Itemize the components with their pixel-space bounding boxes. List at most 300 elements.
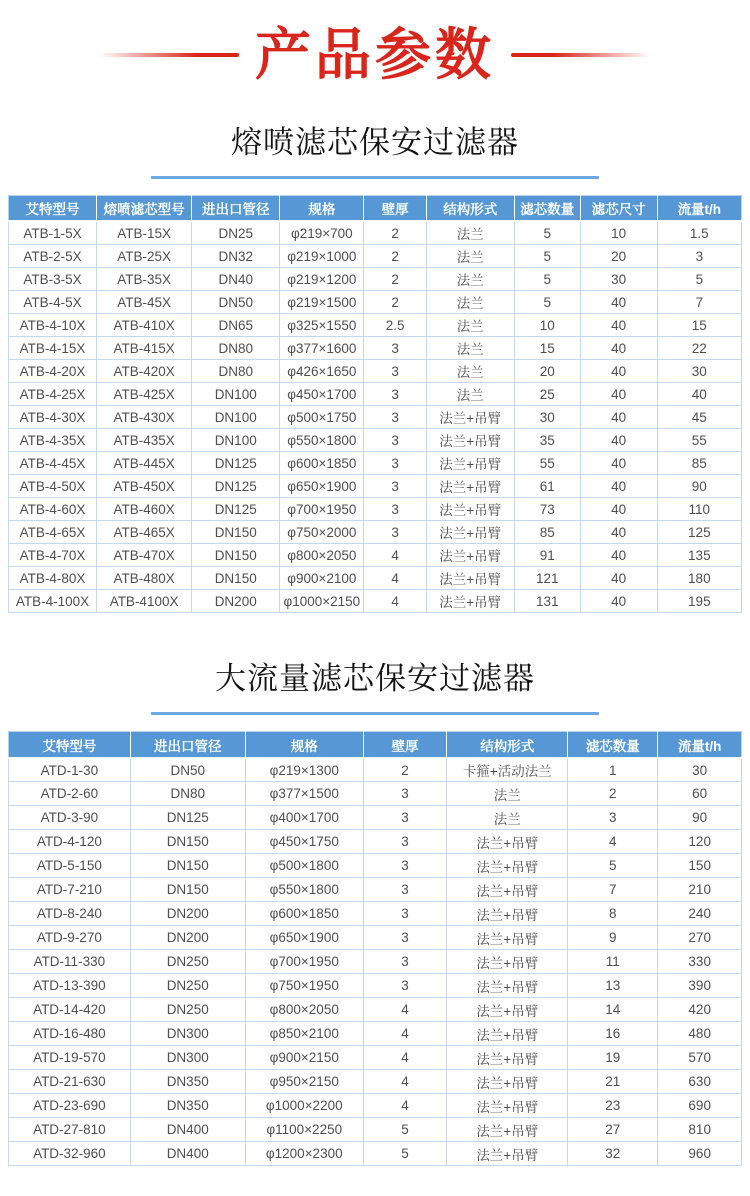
table-cell: 1.5	[657, 221, 741, 245]
table-cell: 法兰+吊臂	[447, 1094, 568, 1118]
table-cell: 121	[514, 567, 580, 590]
table-cell: DN50	[192, 291, 280, 314]
table-cell: ATD-13-390	[9, 974, 131, 998]
highflow-table-head	[9, 732, 742, 758]
table-cell: 2	[568, 782, 658, 806]
table-cell: φ750×1950	[245, 974, 363, 998]
table-cell: 3	[363, 854, 447, 878]
column-header: 规格	[280, 195, 364, 221]
table-row	[9, 360, 742, 383]
table-cell: ATD-4-120	[9, 830, 131, 854]
table-cell: 3	[364, 475, 426, 498]
table-row	[9, 590, 742, 613]
table-cell: 40	[580, 544, 657, 567]
table-cell: 110	[657, 498, 741, 521]
table-cell: 690	[658, 1094, 742, 1118]
table-cell: 90	[657, 475, 741, 498]
table-cell: 270	[658, 926, 742, 950]
header-row	[9, 732, 742, 758]
table-cell: 5	[514, 245, 580, 268]
table-cell: 法兰	[447, 806, 568, 830]
table-cell: ATB-4-20X	[9, 360, 97, 383]
table-cell: ATD-9-270	[9, 926, 131, 950]
table-cell: ATB-3-5X	[9, 268, 97, 291]
table-cell: φ219×1200	[280, 268, 364, 291]
table-cell: 195	[657, 590, 741, 613]
table-cell: 32	[568, 1142, 658, 1166]
column-header: 滤芯数量	[568, 732, 658, 758]
table-cell: φ900×2100	[280, 567, 364, 590]
table-cell: 40	[657, 383, 741, 406]
column-header: 结构形式	[447, 732, 568, 758]
table-cell: 3	[364, 429, 426, 452]
table-cell: φ1000×2200	[245, 1094, 363, 1118]
column-header: 滤芯尺寸	[580, 195, 657, 221]
table-cell: ATB-1-5X	[9, 221, 97, 245]
table-cell: ATB-480X	[96, 567, 191, 590]
table-row	[9, 1142, 742, 1166]
table-cell: 125	[657, 521, 741, 544]
table-cell: 3	[363, 878, 447, 902]
table-row	[9, 383, 742, 406]
table-cell: 3	[363, 950, 447, 974]
table-cell: DN65	[192, 314, 280, 337]
table-cell: ATD-19-570	[9, 1046, 131, 1070]
table-cell: 4	[363, 1046, 447, 1070]
table-cell: 4	[363, 1094, 447, 1118]
table-cell: φ950×2150	[245, 1070, 363, 1094]
table-row	[9, 567, 742, 590]
table-cell: DN150	[192, 544, 280, 567]
table-cell: 40	[580, 383, 657, 406]
table-cell: 2	[364, 245, 426, 268]
table-cell: ATB-420X	[96, 360, 191, 383]
table-cell: 法兰+吊臂	[447, 950, 568, 974]
title-dash-left-decoration	[99, 53, 239, 57]
title-dash-right-decoration	[511, 53, 651, 57]
table-cell: 法兰+吊臂	[447, 902, 568, 926]
table-cell: φ550×1800	[280, 429, 364, 452]
table-cell: 法兰+吊臂	[426, 406, 514, 429]
table-cell: φ377×1500	[245, 782, 363, 806]
page-title: 产品参数	[255, 23, 495, 86]
section-highflow-underline	[151, 712, 599, 715]
table-cell: ATD-2-60	[9, 782, 131, 806]
table-cell: DN150	[130, 854, 245, 878]
table-cell: ATB-4-5X	[9, 291, 97, 314]
table-row	[9, 782, 742, 806]
table-cell: 7	[568, 878, 658, 902]
table-cell: 40	[580, 406, 657, 429]
table-cell: ATD-23-690	[9, 1094, 131, 1118]
table-cell: ATD-32-960	[9, 1142, 131, 1166]
table-cell: DN25	[192, 221, 280, 245]
table-cell: 3	[363, 806, 447, 830]
table-cell: ATB-4-30X	[9, 406, 97, 429]
table-cell: 3	[364, 452, 426, 475]
table-cell: ATB-35X	[96, 268, 191, 291]
section-highflow-header	[8, 639, 742, 715]
table-cell: ATD-21-630	[9, 1070, 131, 1094]
table-cell: 210	[658, 878, 742, 902]
table-cell: 法兰	[426, 337, 514, 360]
table-cell: 4	[364, 544, 426, 567]
table-cell: 2	[364, 291, 426, 314]
table-cell: 40	[580, 314, 657, 337]
table-cell: 330	[658, 950, 742, 974]
table-row	[9, 926, 742, 950]
table-cell: DN125	[192, 475, 280, 498]
table-cell: 法兰+吊臂	[426, 567, 514, 590]
table-cell: DN80	[192, 360, 280, 383]
table-cell: 法兰	[426, 383, 514, 406]
table-cell: 150	[658, 854, 742, 878]
table-cell: ATB-435X	[96, 429, 191, 452]
meltblown-table-head	[9, 195, 742, 221]
table-cell: 60	[658, 782, 742, 806]
table-cell: ATB-470X	[96, 544, 191, 567]
table-cell: ATB-4-65X	[9, 521, 97, 544]
table-cell: ATB-4-70X	[9, 544, 97, 567]
table-cell: DN32	[192, 245, 280, 268]
table-cell: 8	[568, 902, 658, 926]
table-cell: DN250	[130, 998, 245, 1022]
table-cell: φ750×2000	[280, 521, 364, 544]
table-cell: 19	[568, 1046, 658, 1070]
table-cell: 120	[658, 830, 742, 854]
section-meltblown-header	[8, 103, 742, 179]
table-cell: 5	[657, 268, 741, 291]
table-cell: DN125	[192, 498, 280, 521]
table-cell: φ800×2050	[245, 998, 363, 1022]
table-row	[9, 475, 742, 498]
table-cell: 3	[364, 383, 426, 406]
table-cell: 3	[363, 974, 447, 998]
table-cell: 30	[657, 360, 741, 383]
table-cell: 30	[514, 406, 580, 429]
table-cell: 20	[580, 245, 657, 268]
meltblown-table-body	[9, 221, 742, 613]
table-row	[9, 758, 742, 782]
table-cell: ATB-4-10X	[9, 314, 97, 337]
table-cell: 61	[514, 475, 580, 498]
table-row	[9, 1070, 742, 1094]
table-cell: 5	[514, 291, 580, 314]
table-cell: ATB-425X	[96, 383, 191, 406]
table-row	[9, 974, 742, 998]
table-cell: ATB-445X	[96, 452, 191, 475]
table-cell: 40	[580, 567, 657, 590]
table-cell: 3	[364, 498, 426, 521]
table-cell: 3	[363, 902, 447, 926]
table-cell: 3	[364, 360, 426, 383]
table-row	[9, 1046, 742, 1070]
table-cell: φ377×1600	[280, 337, 364, 360]
table-cell: DN40	[192, 268, 280, 291]
table-cell: 法兰	[426, 221, 514, 245]
table-cell: φ850×2100	[245, 1022, 363, 1046]
table-cell: 法兰+吊臂	[447, 878, 568, 902]
table-cell: 1	[568, 758, 658, 782]
table-cell: 10	[514, 314, 580, 337]
table-cell: 2.5	[364, 314, 426, 337]
table-row	[9, 498, 742, 521]
table-cell: DN125	[130, 806, 245, 830]
table-cell: 180	[657, 567, 741, 590]
table-cell: 73	[514, 498, 580, 521]
table-cell: ATD-27-810	[9, 1118, 131, 1142]
table-cell: 2	[364, 268, 426, 291]
table-cell: φ500×1800	[245, 854, 363, 878]
table-cell: 法兰+吊臂	[426, 429, 514, 452]
table-cell: ATB-15X	[96, 221, 191, 245]
table-cell: 法兰+吊臂	[447, 1142, 568, 1166]
table-cell: 2	[364, 221, 426, 245]
table-row	[9, 544, 742, 567]
table-cell: 35	[514, 429, 580, 452]
table-cell: 法兰+吊臂	[447, 1022, 568, 1046]
highflow-table-body	[9, 758, 742, 1166]
table-cell: ATB-4-80X	[9, 567, 97, 590]
table-cell: 16	[568, 1022, 658, 1046]
table-cell: 40	[580, 429, 657, 452]
table-cell: 5	[363, 1118, 447, 1142]
table-cell: DN100	[192, 429, 280, 452]
table-cell: 960	[658, 1142, 742, 1166]
table-cell: 630	[658, 1070, 742, 1094]
table-cell: 7	[657, 291, 741, 314]
table-cell: 810	[658, 1118, 742, 1142]
table-cell: DN150	[192, 567, 280, 590]
table-cell: φ900×2150	[245, 1046, 363, 1070]
table-cell: φ700×1950	[245, 950, 363, 974]
table-cell: 4	[363, 1070, 447, 1094]
table-cell: 85	[514, 521, 580, 544]
table-cell: 20	[514, 360, 580, 383]
table-cell: 23	[568, 1094, 658, 1118]
table-cell: 3	[657, 245, 741, 268]
table-cell: ATB-4-50X	[9, 475, 97, 498]
table-row	[9, 1118, 742, 1142]
column-header: 进出口管径	[192, 195, 280, 221]
table-cell: ATB-4-100X	[9, 590, 97, 613]
table-cell: DN300	[130, 1022, 245, 1046]
table-cell: 420	[658, 998, 742, 1022]
table-cell: 5	[568, 854, 658, 878]
table-cell: 40	[580, 521, 657, 544]
table-cell: φ400×1700	[245, 806, 363, 830]
table-cell: 55	[514, 452, 580, 475]
table-row	[9, 314, 742, 337]
table-cell: ATB-4-35X	[9, 429, 97, 452]
table-cell: DN300	[130, 1046, 245, 1070]
table-cell: 卡箍+活动法兰	[447, 758, 568, 782]
section-highflow-title: 大流量滤芯保安过滤器	[215, 661, 535, 697]
table-cell: φ325×1550	[280, 314, 364, 337]
table-cell: ATD-7-210	[9, 878, 131, 902]
table-cell: 法兰	[426, 245, 514, 268]
table-cell: ATD-5-150	[9, 854, 131, 878]
table-row	[9, 337, 742, 360]
table-row	[9, 902, 742, 926]
table-cell: 9	[568, 926, 658, 950]
table-cell: 法兰+吊臂	[426, 590, 514, 613]
section-spacer	[8, 613, 742, 639]
column-header: 流量t/h	[658, 732, 742, 758]
table-cell: ATB-4-25X	[9, 383, 97, 406]
table-cell: 5	[514, 268, 580, 291]
table-cell: 法兰+吊臂	[426, 498, 514, 521]
table-row	[9, 1022, 742, 1046]
table-cell: φ219×1500	[280, 291, 364, 314]
table-cell: DN80	[130, 782, 245, 806]
table-cell: 法兰+吊臂	[447, 1118, 568, 1142]
table-cell: φ500×1750	[280, 406, 364, 429]
column-header: 滤芯数量	[514, 195, 580, 221]
table-cell: DN50	[130, 758, 245, 782]
table-cell: 法兰+吊臂	[447, 1046, 568, 1070]
column-header: 艾特型号	[9, 732, 131, 758]
table-cell: 10	[580, 221, 657, 245]
table-cell: ATD-3-90	[9, 806, 131, 830]
table-cell: 131	[514, 590, 580, 613]
column-header: 壁厚	[363, 732, 447, 758]
meltblown-filter-spec-table	[8, 195, 742, 614]
table-cell: φ600×1850	[280, 452, 364, 475]
table-row	[9, 406, 742, 429]
column-header: 艾特型号	[9, 195, 97, 221]
table-cell: ATB-45X	[96, 291, 191, 314]
table-cell: ATB-4100X	[96, 590, 191, 613]
table-cell: DN150	[192, 521, 280, 544]
table-cell: 法兰	[426, 268, 514, 291]
column-header: 规格	[245, 732, 363, 758]
table-cell: 3	[364, 521, 426, 544]
table-cell: 25	[514, 383, 580, 406]
table-cell: ATB-430X	[96, 406, 191, 429]
table-cell: φ650×1900	[280, 475, 364, 498]
table-cell: φ800×2050	[280, 544, 364, 567]
table-cell: 法兰	[426, 291, 514, 314]
table-row	[9, 998, 742, 1022]
table-cell: 4	[364, 590, 426, 613]
table-cell: ATB-4-45X	[9, 452, 97, 475]
table-cell: ATB-465X	[96, 521, 191, 544]
table-cell: 14	[568, 998, 658, 1022]
table-cell: 15	[514, 337, 580, 360]
table-cell: ATB-25X	[96, 245, 191, 268]
table-cell: 11	[568, 950, 658, 974]
page-title-block	[8, 23, 742, 86]
table-cell: 15	[657, 314, 741, 337]
table-cell: φ1200×2300	[245, 1142, 363, 1166]
highflow-filter-spec-table	[8, 731, 742, 1166]
section-meltblown-title: 熔喷滤芯保安过滤器	[231, 124, 519, 160]
table-cell: 4	[568, 830, 658, 854]
table-cell: φ700×1950	[280, 498, 364, 521]
table-row	[9, 806, 742, 830]
table-cell: 法兰+吊臂	[447, 926, 568, 950]
table-cell: 4	[363, 1022, 447, 1046]
table-cell: 13	[568, 974, 658, 998]
table-cell: ATD-8-240	[9, 902, 131, 926]
table-row	[9, 221, 742, 245]
table-cell: 40	[580, 291, 657, 314]
table-cell: 390	[658, 974, 742, 998]
table-row	[9, 521, 742, 544]
table-cell: DN350	[130, 1094, 245, 1118]
table-cell: φ1000×2150	[280, 590, 364, 613]
table-cell: 3	[568, 806, 658, 830]
table-cell: DN350	[130, 1070, 245, 1094]
table-cell: 法兰	[447, 782, 568, 806]
table-row	[9, 429, 742, 452]
column-header: 流量t/h	[657, 195, 741, 221]
table-cell: 40	[580, 475, 657, 498]
table-row	[9, 245, 742, 268]
table-cell: φ1100×2250	[245, 1118, 363, 1142]
table-cell: 45	[657, 406, 741, 429]
table-cell: 240	[658, 902, 742, 926]
table-cell: 40	[580, 452, 657, 475]
table-cell: 3	[363, 926, 447, 950]
table-row	[9, 268, 742, 291]
table-cell: ATB-4-15X	[9, 337, 97, 360]
table-cell: DN80	[192, 337, 280, 360]
table-cell: φ650×1900	[245, 926, 363, 950]
table-cell: ATB-2-5X	[9, 245, 97, 268]
table-cell: ATD-16-480	[9, 1022, 131, 1046]
table-cell: 法兰+吊臂	[426, 521, 514, 544]
table-cell: φ219×700	[280, 221, 364, 245]
table-row	[9, 830, 742, 854]
table-cell: 2	[363, 758, 447, 782]
table-cell: 40	[580, 360, 657, 383]
table-row	[9, 878, 742, 902]
table-cell: 480	[658, 1022, 742, 1046]
table-cell: DN125	[192, 452, 280, 475]
table-cell: 5	[514, 221, 580, 245]
table-cell: 21	[568, 1070, 658, 1094]
table-cell: DN200	[130, 902, 245, 926]
table-cell: ATB-4-60X	[9, 498, 97, 521]
table-cell: 法兰+吊臂	[447, 1070, 568, 1094]
table-cell: DN250	[130, 950, 245, 974]
table-row	[9, 291, 742, 314]
table-cell: DN250	[130, 974, 245, 998]
table-cell: 55	[657, 429, 741, 452]
table-cell: 法兰+吊臂	[447, 830, 568, 854]
table-cell: 法兰+吊臂	[426, 544, 514, 567]
table-cell: DN100	[192, 406, 280, 429]
table-cell: φ450×1700	[280, 383, 364, 406]
table-cell: 91	[514, 544, 580, 567]
table-cell: ATD-14-420	[9, 998, 131, 1022]
table-cell: 30	[580, 268, 657, 291]
table-cell: 法兰+吊臂	[447, 974, 568, 998]
table-row	[9, 1094, 742, 1118]
table-cell: 85	[657, 452, 741, 475]
column-header: 熔喷滤芯型号	[96, 195, 191, 221]
section-meltblown-underline	[151, 176, 599, 179]
table-cell: DN200	[192, 590, 280, 613]
table-cell: ATB-460X	[96, 498, 191, 521]
table-cell: 40	[580, 590, 657, 613]
table-cell: ATD-11-330	[9, 950, 131, 974]
table-cell: DN100	[192, 383, 280, 406]
table-cell: φ219×1000	[280, 245, 364, 268]
table-cell: ATB-410X	[96, 314, 191, 337]
